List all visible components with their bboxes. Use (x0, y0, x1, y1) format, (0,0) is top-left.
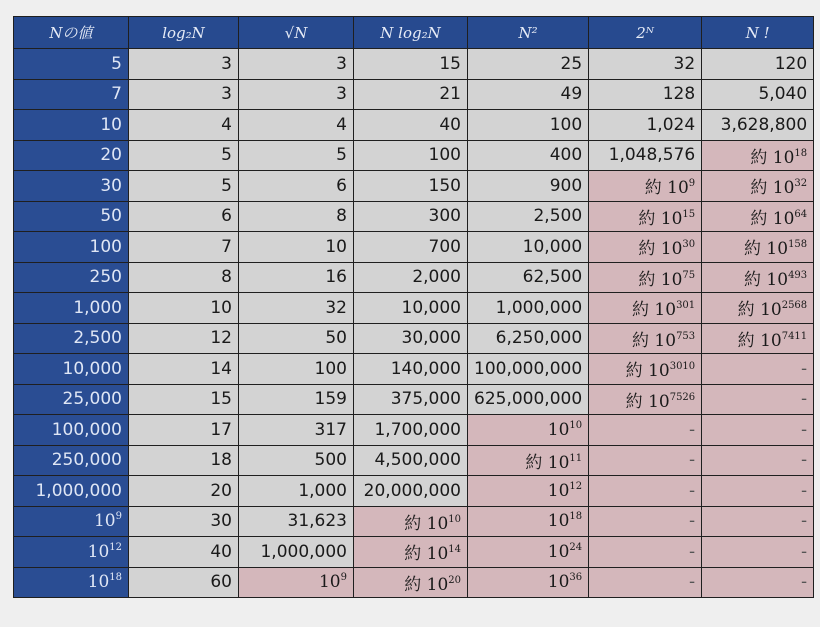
table-row (14, 110, 814, 141)
cell-log2n: 14 (129, 354, 239, 385)
cell-log2n: 30 (129, 506, 239, 537)
cell-nlog2n: 140,000 (354, 354, 468, 385)
cell-nlog2n: 150 (354, 171, 468, 202)
row-header-n: 2,500 (14, 323, 129, 354)
cell-sqrt-n: $10^9$ (239, 567, 354, 598)
col-header-sqrt-n: √N (239, 17, 354, 49)
cell-n-squared: 49 (468, 79, 589, 110)
table-row (14, 354, 814, 385)
cell-log2n: 40 (129, 537, 239, 568)
row-header-n: $10^{12}$ (14, 537, 129, 568)
row-header-n: 25,000 (14, 384, 129, 415)
cell-n-factorial: 約 $10^{18}$ (702, 140, 814, 171)
cell-n-squared: 2,500 (468, 201, 589, 232)
cell-log2n: 3 (129, 49, 239, 80)
table-row (14, 445, 814, 476)
cell-sqrt-n: 100 (239, 354, 354, 385)
table-row (14, 323, 814, 354)
cell-nlog2n: 30,000 (354, 323, 468, 354)
cell-nlog2n: 40 (354, 110, 468, 141)
col-header-log2n: log₂N (129, 17, 239, 49)
cell-2-pow-n: - (589, 537, 702, 568)
cell-n-factorial: 約 $10^{64}$ (702, 201, 814, 232)
cell-2-pow-n: 約 $10^{753}$ (589, 323, 702, 354)
cell-log2n: 6 (129, 201, 239, 232)
cell-nlog2n: 21 (354, 79, 468, 110)
cell-n-factorial: - (702, 445, 814, 476)
cell-log2n: 4 (129, 110, 239, 141)
table-row (14, 415, 814, 446)
row-header-n: 1,000 (14, 293, 129, 324)
cell-nlog2n: 2,000 (354, 262, 468, 293)
row-header-n: 100,000 (14, 415, 129, 446)
cell-n-factorial: 約 $10^{493}$ (702, 262, 814, 293)
cell-sqrt-n: 317 (239, 415, 354, 446)
table-row (14, 49, 814, 80)
row-header-n: 1,000,000 (14, 476, 129, 507)
cell-log2n: 15 (129, 384, 239, 415)
cell-log2n: 5 (129, 171, 239, 202)
cell-2-pow-n: 32 (589, 49, 702, 80)
cell-log2n: 10 (129, 293, 239, 324)
cell-2-pow-n: 128 (589, 79, 702, 110)
cell-n-squared: 約 $10^{11}$ (468, 445, 589, 476)
row-header-n: 50 (14, 201, 129, 232)
cell-n-factorial: - (702, 476, 814, 507)
row-header-n: 7 (14, 79, 129, 110)
table-row (14, 567, 814, 598)
cell-n-squared: $10^{10}$ (468, 415, 589, 446)
row-header-n: $10^9$ (14, 506, 129, 537)
cell-n-factorial: - (702, 537, 814, 568)
cell-n-squared: $10^{36}$ (468, 567, 589, 598)
cell-n-factorial: 5,040 (702, 79, 814, 110)
col-header-n-squared: N² (468, 17, 589, 49)
cell-n-squared: 400 (468, 140, 589, 171)
table-row (14, 293, 814, 324)
cell-n-factorial: 約 $10^{2568}$ (702, 293, 814, 324)
cell-sqrt-n: 32 (239, 293, 354, 324)
table-row (14, 476, 814, 507)
cell-2-pow-n: 約 $10^{7526}$ (589, 384, 702, 415)
cell-n-squared: 6,250,000 (468, 323, 589, 354)
table-header (14, 17, 814, 49)
col-header-2-pow-n: 2ᴺ (589, 17, 702, 49)
cell-2-pow-n: 約 $10^9$ (589, 171, 702, 202)
cell-nlog2n: 300 (354, 201, 468, 232)
cell-log2n: 20 (129, 476, 239, 507)
cell-nlog2n: 20,000,000 (354, 476, 468, 507)
col-header-nlog2n: N log₂N (354, 17, 468, 49)
row-header-n: $10^{18}$ (14, 567, 129, 598)
cell-nlog2n: 375,000 (354, 384, 468, 415)
row-header-n: 30 (14, 171, 129, 202)
cell-sqrt-n: 6 (239, 171, 354, 202)
cell-2-pow-n: 1,024 (589, 110, 702, 141)
table-row (14, 171, 814, 202)
cell-n-squared: 10,000 (468, 232, 589, 263)
complexity-table-container (13, 16, 814, 598)
cell-2-pow-n: - (589, 415, 702, 446)
row-header-n: 10,000 (14, 354, 129, 385)
table-body (14, 49, 814, 598)
col-header-n: Nの値 (14, 17, 129, 49)
table-row (14, 537, 814, 568)
cell-n-factorial: - (702, 506, 814, 537)
row-header-n: 5 (14, 49, 129, 80)
table-row (14, 262, 814, 293)
cell-nlog2n: 10,000 (354, 293, 468, 324)
cell-2-pow-n: - (589, 476, 702, 507)
table-row (14, 506, 814, 537)
cell-nlog2n: 約 $10^{14}$ (354, 537, 468, 568)
cell-sqrt-n: 1,000 (239, 476, 354, 507)
cell-sqrt-n: 159 (239, 384, 354, 415)
cell-n-factorial: - (702, 567, 814, 598)
cell-n-squared: 62,500 (468, 262, 589, 293)
cell-2-pow-n: - (589, 567, 702, 598)
cell-n-squared: 625,000,000 (468, 384, 589, 415)
cell-sqrt-n: 1,000,000 (239, 537, 354, 568)
row-header-n: 100 (14, 232, 129, 263)
cell-nlog2n: 15 (354, 49, 468, 80)
cell-sqrt-n: 3 (239, 49, 354, 80)
row-header-n: 250 (14, 262, 129, 293)
cell-n-factorial: 120 (702, 49, 814, 80)
cell-log2n: 17 (129, 415, 239, 446)
cell-log2n: 7 (129, 232, 239, 263)
cell-2-pow-n: 1,048,576 (589, 140, 702, 171)
cell-n-squared: 100 (468, 110, 589, 141)
cell-log2n: 5 (129, 140, 239, 171)
cell-nlog2n: 100 (354, 140, 468, 171)
cell-2-pow-n: - (589, 506, 702, 537)
cell-sqrt-n: 8 (239, 201, 354, 232)
cell-sqrt-n: 5 (239, 140, 354, 171)
cell-n-squared: 1,000,000 (468, 293, 589, 324)
cell-2-pow-n: 約 $10^{15}$ (589, 201, 702, 232)
cell-n-factorial: - (702, 354, 814, 385)
cell-sqrt-n: 16 (239, 262, 354, 293)
cell-sqrt-n: 50 (239, 323, 354, 354)
table-row (14, 140, 814, 171)
cell-nlog2n: 1,700,000 (354, 415, 468, 446)
cell-n-factorial: 約 $10^{158}$ (702, 232, 814, 263)
cell-log2n: 18 (129, 445, 239, 476)
cell-sqrt-n: 3 (239, 79, 354, 110)
cell-n-factorial: 約 $10^{7411}$ (702, 323, 814, 354)
row-header-n: 250,000 (14, 445, 129, 476)
cell-2-pow-n: 約 $10^{3010}$ (589, 354, 702, 385)
cell-2-pow-n: 約 $10^{301}$ (589, 293, 702, 324)
cell-n-squared: 100,000,000 (468, 354, 589, 385)
cell-nlog2n: 約 $10^{10}$ (354, 506, 468, 537)
cell-sqrt-n: 10 (239, 232, 354, 263)
cell-2-pow-n: - (589, 445, 702, 476)
cell-n-squared: 25 (468, 49, 589, 80)
cell-sqrt-n: 31,623 (239, 506, 354, 537)
cell-n-factorial: - (702, 415, 814, 446)
cell-nlog2n: 約 $10^{20}$ (354, 567, 468, 598)
cell-nlog2n: 4,500,000 (354, 445, 468, 476)
row-header-n: 10 (14, 110, 129, 141)
header-row (14, 17, 814, 49)
cell-n-squared: $10^{24}$ (468, 537, 589, 568)
cell-log2n: 12 (129, 323, 239, 354)
cell-2-pow-n: 約 $10^{30}$ (589, 232, 702, 263)
cell-2-pow-n: 約 $10^{75}$ (589, 262, 702, 293)
cell-n-factorial: 約 $10^{32}$ (702, 171, 814, 202)
complexity-table (13, 16, 814, 598)
table-row (14, 384, 814, 415)
col-header-n-factorial: N ! (702, 17, 814, 49)
table-row (14, 201, 814, 232)
cell-n-squared: 900 (468, 171, 589, 202)
cell-log2n: 60 (129, 567, 239, 598)
table-row (14, 232, 814, 263)
row-header-n: 20 (14, 140, 129, 171)
cell-n-squared: $10^{12}$ (468, 476, 589, 507)
cell-log2n: 3 (129, 79, 239, 110)
cell-n-squared: $10^{18}$ (468, 506, 589, 537)
cell-nlog2n: 700 (354, 232, 468, 263)
cell-n-factorial: 3,628,800 (702, 110, 814, 141)
cell-sqrt-n: 4 (239, 110, 354, 141)
cell-sqrt-n: 500 (239, 445, 354, 476)
cell-n-factorial: - (702, 384, 814, 415)
table-row (14, 79, 814, 110)
cell-log2n: 8 (129, 262, 239, 293)
